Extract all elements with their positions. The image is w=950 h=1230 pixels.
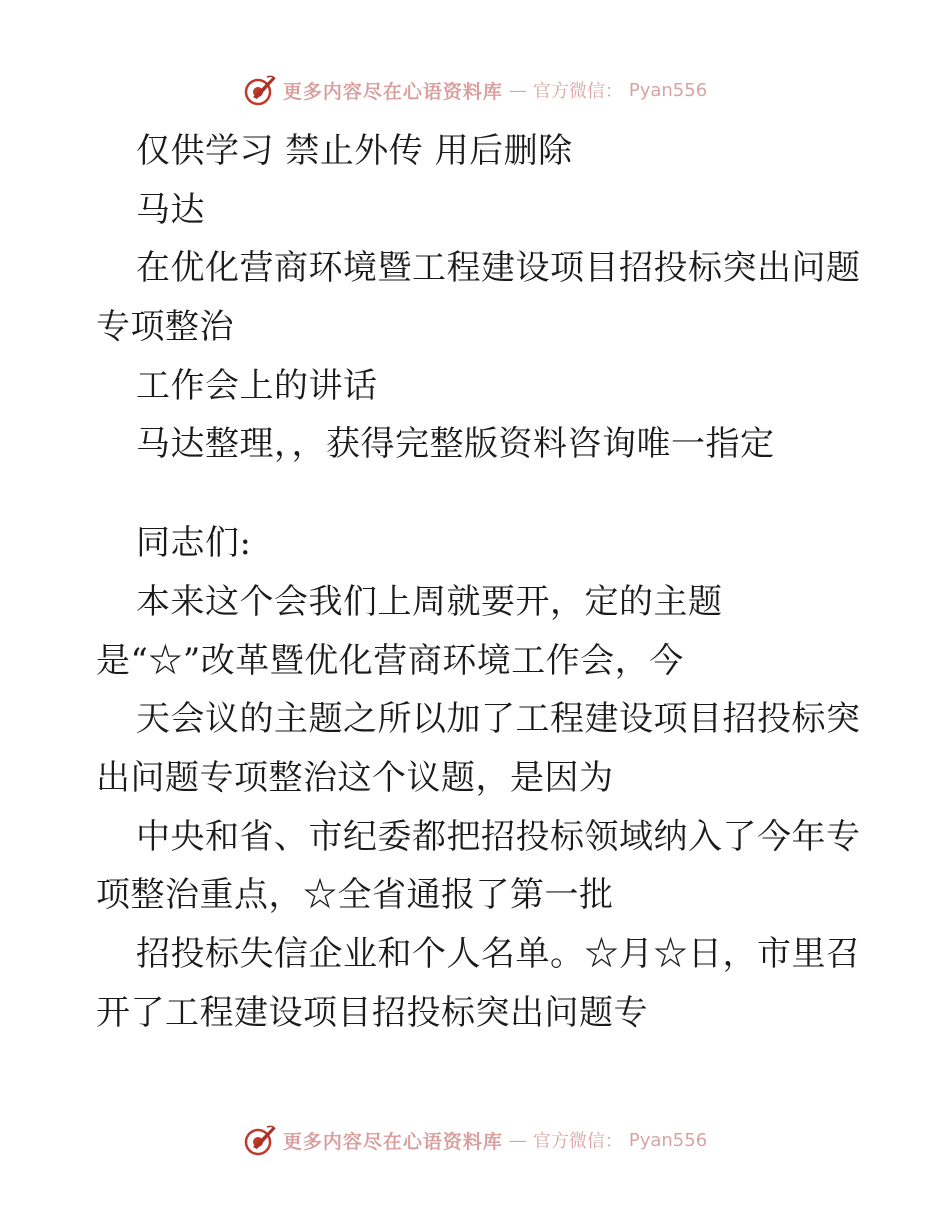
footer-official-text: 官方微信： (532, 1131, 623, 1152)
header-dash: — (508, 79, 527, 101)
body-line: 本来这个会我们上周就要开，定的主题 (136, 581, 723, 622)
body-line: 马达整理，，获得完整版资料咨询唯一指定 (136, 424, 775, 465)
body-line: 天会议的主题之所以加了工程建设项目招投标突 (136, 699, 861, 740)
paragraph-gap (96, 474, 866, 514)
footer-watermark (0, 1120, 950, 1160)
quill-logo-icon (243, 73, 277, 107)
body-line: 工作会上的讲话 (136, 365, 378, 406)
footer-site-text: 更多内容尽在心语资料库 (282, 1130, 503, 1153)
body-line: 专项整治 (96, 307, 234, 348)
footer-wechat-id: Pyan556 (628, 1129, 708, 1151)
footer-dash: — (508, 1129, 527, 1151)
header-watermark (0, 70, 950, 110)
header-official-text: 官方微信： (532, 81, 623, 102)
body-line: 马达 (136, 189, 205, 230)
document-body (96, 122, 866, 1042)
body-line: 中央和省、市纪委都把招投标领域纳入了今年专 (136, 816, 861, 857)
body-line: 在优化营商环境暨工程建设项目招投标突出问题 (136, 248, 861, 289)
body-line: 开了工程建设项目招投标突出问题专 (96, 992, 648, 1033)
body-line: 出问题专项整治这个议题，是因为 (96, 757, 614, 798)
body-line: 仅供学习 禁止外传 用后删除 (136, 131, 573, 171)
header-site-text: 更多内容尽在心语资料库 (282, 80, 503, 103)
body-line: 同志们: (136, 523, 252, 564)
body-line: 项整治重点，☆全省通报了第一批 (96, 875, 614, 916)
body-line: 是“☆”改革暨优化营商环境工作会，今 (96, 640, 684, 681)
body-line: 招投标失信企业和个人名单。☆月☆日，市里召 (136, 933, 861, 974)
quill-logo-icon (243, 1123, 277, 1157)
header-wechat-id: Pyan556 (628, 79, 708, 101)
